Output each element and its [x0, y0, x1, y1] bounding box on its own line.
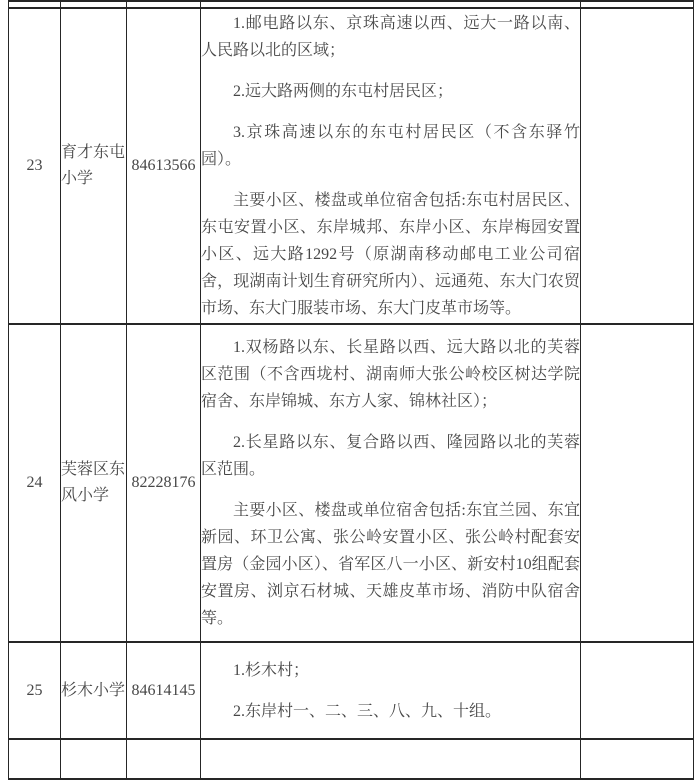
school-districts-table — [8, 0, 694, 780]
district-paragraph: 2.远大路两侧的东屯村居民区； — [233, 83, 454, 100]
partial-cell — [201, 1, 581, 8]
table-row — [9, 324, 694, 642]
district-description-cell — [201, 8, 581, 324]
partial-cell — [9, 739, 61, 779]
district-paragraph: 3.京珠高速以东的东屯村居民区（不含东驿竹园）。 — [201, 124, 580, 168]
note-cell — [581, 642, 694, 739]
district-description-cell — [201, 642, 581, 739]
partial-cell — [581, 739, 694, 779]
partial-cell — [581, 1, 694, 8]
partial-cell — [127, 739, 201, 779]
row-number-cell: 25 — [9, 642, 61, 739]
school-name-cell: 芙蓉区东风小学 — [61, 324, 127, 642]
district-description-cell — [201, 324, 581, 642]
row-number-cell: 23 — [9, 8, 61, 324]
note-cell — [581, 324, 694, 642]
phone-cell: 84614145 — [127, 642, 201, 739]
table-row-partial-bottom — [9, 739, 694, 779]
district-paragraph: 1.邮电路以东、京珠高速以西、远大一路以南、人民路以北的区域； — [201, 15, 580, 59]
partial-cell — [61, 739, 127, 779]
district-paragraph: 2.东岸村一、二、三、八、九、十组。 — [233, 702, 502, 720]
partial-cell — [127, 1, 201, 8]
table-row-partial-top — [9, 1, 694, 8]
district-paragraph: 1.杉木村； — [233, 661, 310, 679]
table-row — [9, 642, 694, 739]
phone-cell: 82228176 — [127, 324, 201, 642]
partial-cell — [201, 739, 581, 779]
note-cell — [581, 8, 694, 324]
partial-cell — [61, 1, 127, 8]
partial-cell — [9, 1, 61, 8]
district-paragraph: 主要小区、楼盘或单位宿舍包括:东屯村居民区、东屯安置小区、东岸城邦、东岸小区、东岸梅园安置小区、远大路1292号（原湖南移动邮电工业公司宿舍，现湖南计划生育研究所内）、远通苑、东大门农贸市场、东大门服装市场、东大门皮革市场等。 — [201, 192, 580, 317]
district-paragraph: 2.长星路以东、复合路以西、隆园路以北的芙蓉区范围。 — [201, 434, 580, 478]
school-name-cell: 育才东屯小学 — [61, 8, 127, 324]
row-number-cell: 24 — [9, 324, 61, 642]
district-paragraph: 1.双杨路以东、长星路以西、远大路以北的芙蓉区范围（不含西垅村、湖南师大张公岭校区树达学院宿舍、东岸锦城、东方人家、锦林社区）； — [201, 339, 580, 410]
table-row — [9, 8, 694, 324]
phone-cell: 84613566 — [127, 8, 201, 324]
school-name-cell: 杉木小学 — [61, 642, 127, 739]
district-paragraph: 主要小区、楼盘或单位宿舍包括:东宜兰园、东宜新园、环卫公寓、张公岭安置小区、张公岭村配套安置房（金园小区）、省军区八一小区、新安村10组配套安置房、浏京石材城、天雄皮革市场、消防中队宿舍等。 — [201, 502, 580, 627]
